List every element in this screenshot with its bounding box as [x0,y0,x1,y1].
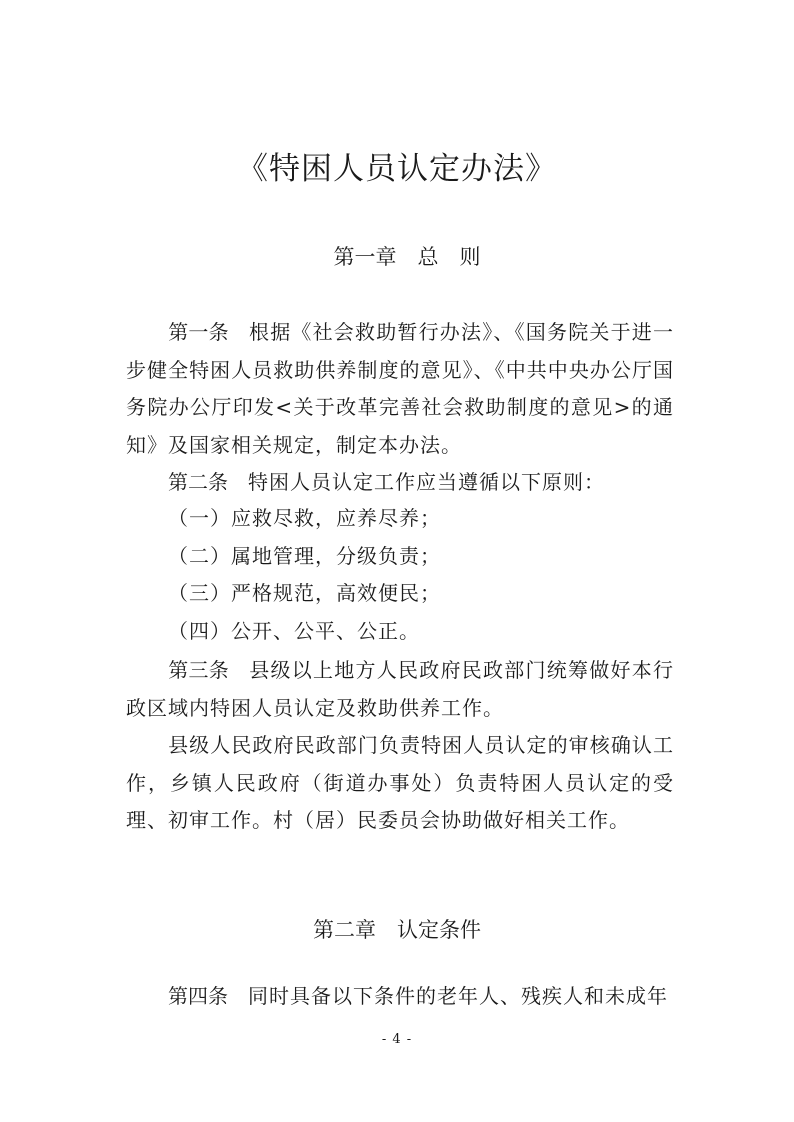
article-3-text: 县级以上地方人民政府民政部门统筹做好本行政区域内特困人员认定及救助供养工作。 [126,658,674,720]
chapter-2-heading: 第二章 认定条件 [313,918,481,942]
principle-item: （一）应救尽救，应养尽养； [168,506,441,530]
principle-item: （四）公开、公平、公正。 [168,619,420,643]
article-3-continuation-text: 县级人民政府民政部门负责特困人员认定的审核确认工作，乡镇人民政府（街道办事处）负责特困人员认定的受理、初审工作。村（居）民委员会协助做好相关工作。 [126,733,674,832]
document-title: 《特困人员认定办法》 [237,151,557,187]
article-2-label: 第二条 [168,470,228,494]
principle-item: （二）属地管理，分级负责； [168,544,441,568]
chapter-1-heading: 第一章 总 则 [333,245,481,269]
article-2-text: 特困人员认定工作应当遵循以下原则： [248,470,605,494]
page-number: - 4 - [381,1032,413,1047]
article-3 [126,652,674,727]
article-4 [126,978,674,1016]
article-2 [126,464,674,502]
article-3-label: 第三条 [168,658,229,682]
principle-item: （三）严格规范，高效便民； [168,581,441,605]
article-4-text: 同时具备以下条件的老年人、残疾人和未成年 [248,984,668,1008]
article-1-text: 根据《社会救助暂行办法》、《国务院关于进一步健全特困人员救助供养制度的意见》、《中共中央办公厅国务院办公厅印发<关于改革完善社会救助制度的意见>的通知》及国家相关规定，制定本办法。 [126,320,675,457]
article-1 [126,314,674,464]
article-4-label: 第四条 [168,984,228,1008]
article-1-label: 第一条 [168,320,229,344]
article-3-continuation [126,727,674,840]
